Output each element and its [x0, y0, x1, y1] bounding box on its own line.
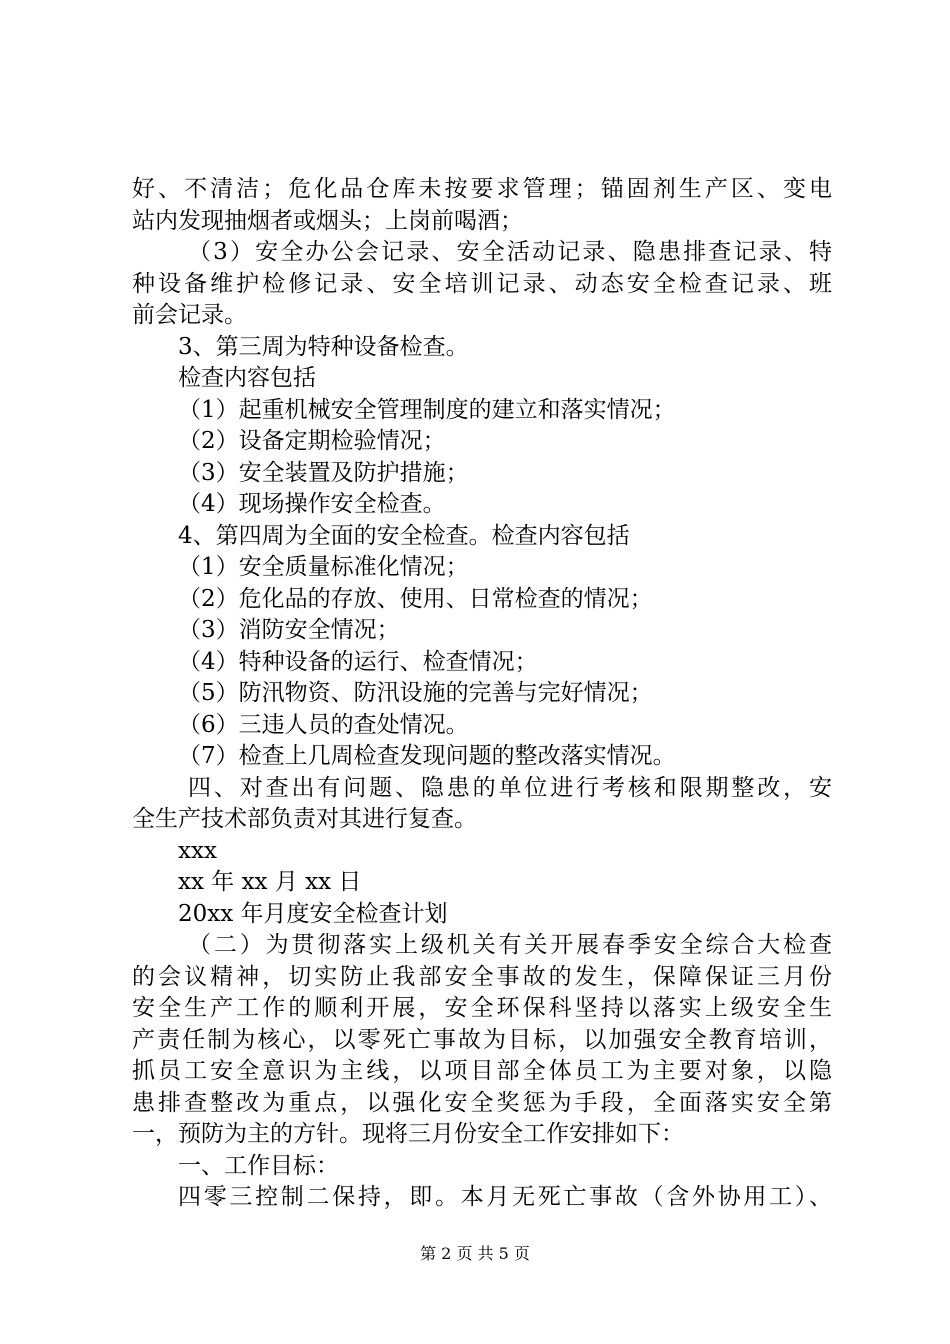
text-line: 安全生产工作的顺利开展，安全环保科坚持以落实上级安全生: [132, 995, 832, 1021]
text-line: （1）起重机械安全管理制度的建立和落实情况；: [178, 396, 676, 423]
text-line: 3、第三周为特种设备检查。: [178, 333, 469, 360]
text-line: 20xx 年月度安全检查计划: [178, 900, 448, 927]
text-line: 种设备维护检修记录、安全培训记录、动态安全检查记录、班: [132, 270, 832, 297]
text-line: （3）安全装置及防护措施；: [178, 459, 469, 486]
text-line: （二）为贯彻落实上级机关有关开展春季安全综合大检查: [188, 932, 832, 958]
text-line: （7）检查上几周检查发现问题的整改落实情况。: [178, 743, 676, 769]
text-line: （2）危化品的存放、使用、日常检查的情况；: [178, 585, 653, 612]
text-line: （4）特种设备的运行、检查情况；: [178, 648, 538, 675]
text-line: 全生产技术部负责对其进行复查。: [132, 806, 477, 832]
text-line: xx 年 xx 月 xx 日: [178, 869, 362, 895]
text-line: 产责任制为核心，以零死亡事故为目标，以加强安全教育培训，: [132, 1026, 832, 1053]
text-line: 站内发现抽烟者或烟头；上岗前喝酒；: [132, 207, 523, 234]
text-line: 一，预防为主的方针。现将三月份安全工作安排如下：: [132, 1121, 684, 1147]
text-line: 好、不清洁；危化品仓库未按要求管理；锚固剂生产区、变电: [132, 176, 832, 202]
text-line: （3）消防安全情况；: [178, 617, 400, 643]
page-footer: 第 2 页 共 5 页: [420, 1244, 530, 1263]
text-line: 四、对查出有问题、隐患的单位进行考核和限期整改，安: [188, 774, 832, 801]
text-line: 的会议精神，切实防止我部安全事故的发生，保障保证三月份: [132, 963, 832, 990]
text-line: （3）安全办公会记录、安全活动记录、隐患排查记录、特: [188, 239, 832, 265]
text-line: 一、工作目标：: [178, 1152, 339, 1179]
text-line: 4、第四周为全面的安全检查。检查内容包括: [178, 522, 630, 549]
text-line: xxx: [178, 837, 217, 864]
text-line: （4）现场操作安全检查。: [178, 491, 446, 517]
text-line: 患排查整改为重点，以强化安全奖惩为手段，全面落实安全第: [132, 1089, 832, 1116]
text-line: 抓员工安全意识为主线，以项目部全体员工为主要对象，以隐: [132, 1058, 832, 1084]
text-line: （5）防汛物资、防汛设施的完善与完好情况；: [178, 680, 653, 706]
text-line: （1）安全质量标准化情况；: [178, 554, 469, 580]
text-line: 四零三控制二保持，即。本月无死亡事故（含外协用工）、: [178, 1184, 832, 1210]
document-body: [132, 174, 832, 1214]
text-line: （2）设备定期检验情况；: [178, 428, 446, 454]
text-line: （6）三违人员的查处情况。: [178, 711, 469, 738]
text-line: 检查内容包括: [178, 365, 316, 391]
text-line: 前会记录。: [132, 302, 247, 328]
